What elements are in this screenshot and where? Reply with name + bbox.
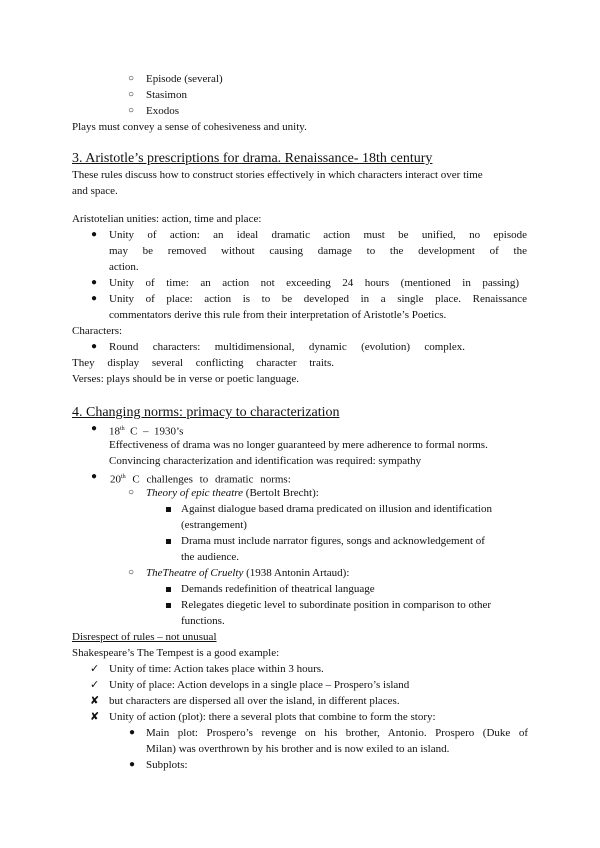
century-18-text: Effectiveness of drama was no longer guaranteed by mere adherence to formal norms. [109,439,488,451]
unity-action: Unity of action: an ideal dramatic action must be unified, no episode [109,229,527,241]
century-20-suffix: th [121,474,126,480]
square-bullet-icon [166,539,171,544]
bullet-icon: ● [91,277,98,288]
character-traits: They display several conflicting character traits. [72,357,334,369]
cross-icon: ✘ [90,711,100,723]
century-18-number: 18 [109,425,120,438]
cruelty-point: Relegates diegetic level to subordinate position in comparison to other [181,599,492,611]
cruelty-title: TheTheatre of Cruelty [146,567,244,579]
epic-theatre-title: Theory of epic theatre [146,487,244,499]
bullet-icon: ● [91,471,98,482]
circle-bullet-icon: ○ [128,89,135,100]
section-3-intro-cont: and space. [72,185,118,197]
unity-place-cont: commentators derive this rule from their interpretation of Aristotle’s Poetics. [109,309,447,321]
bullet-icon: ● [91,341,98,352]
cruelty-point-cont: functions. [181,615,225,627]
cruelty-point: Demands redefinition of theatrical language [181,583,375,595]
bullet-icon: ● [91,423,98,434]
round-characters: Round characters: multidimensional, dynamic (evolution) complex. [109,341,465,353]
square-bullet-icon [166,587,171,592]
list-item: Episode (several) [146,73,223,85]
verses-line: Verses: plays should be in verse or poetic language. [72,373,299,385]
bullet-icon: ● [129,759,136,770]
century-18-label [109,422,183,439]
bullet-icon: ● [129,727,136,738]
tempest-action: Unity of action (plot): there a several plots that combine to form the story: [109,711,436,723]
epic-point: Against dialogue based drama predicated on illusion and identification [181,503,492,515]
century-20-label [110,470,291,487]
century-20-number: 20 [110,473,121,486]
century-18-text-cont: Convincing characterization and identification was required: sympathy [109,455,422,467]
square-bullet-icon [166,603,171,608]
check-icon: ✓ [90,679,100,691]
circle-bullet-icon: ○ [128,567,135,578]
cross-icon: ✘ [90,695,100,707]
tempest-dispersed: but characters are dispersed all over the island, in different places. [109,695,400,707]
circle-bullet-icon: ○ [128,487,135,498]
tempest-time: Unity of time: Action takes place within 3 hours. [109,663,324,675]
characters-label: Characters: [72,325,123,337]
tempest-example: Shakespeare’s The Tempest is a good example: [72,647,280,659]
cruelty-author: (1938 Antonin Artaud): [243,567,350,579]
bullet-icon: ● [91,293,98,304]
square-bullet-icon [166,507,171,512]
epic-point: Drama must include narrator figures, songs and acknowledgement of [181,535,485,547]
century-20-text: C challenges to dramatic norms: [125,473,291,486]
epic-theatre-item [146,486,319,500]
cohesion-line: Plays must convey a sense of cohesiveness and unity. [72,121,307,133]
list-item: Stasimon [146,89,187,101]
theatre-of-cruelty-item [146,566,349,580]
main-plot: Main plot: Prospero’s revenge on his brother, Antonio. Prospero (Duke of [146,727,528,739]
main-plot-cont: Milan) was overthrown by his brother and is now exiled to an island. [146,743,450,755]
circle-bullet-icon: ○ [128,105,135,116]
check-icon: ✓ [90,663,100,675]
tempest-place: Unity of place: Action develops in a single place – Prospero’s island [109,679,410,691]
century-18-range: C – 1930’s [124,425,184,438]
circle-bullet-icon: ○ [128,73,135,84]
century-18-suffix: th [120,426,125,432]
unity-action-cont: may be removed without causing damage to the development of the [109,245,527,257]
epic-point-cont: (estrangement) [181,519,247,531]
unity-place: Unity of place: action is to be developed in a single place. Renaissance [109,293,527,305]
section-3-intro: These rules discuss how to construct stories effectively in which characters interact over time [72,169,483,181]
unities-label: Aristotelian unities: action, time and place: [72,213,262,225]
list-item: Exodos [146,105,179,117]
disrespect-heading: Disrespect of rules – not unusual [72,631,217,643]
unity-time: Unity of time: an action not exceeding 24 hours (mentioned in passing) [109,277,519,289]
section-3-heading: 3. Aristotle’s prescriptions for drama. Renaissance- 18th century [72,151,433,166]
epic-theatre-author: (Bertolt Brecht): [243,487,319,499]
bullet-icon: ● [91,229,98,240]
unity-action-end: action. [109,261,139,273]
epic-point-cont: the audience. [181,551,240,563]
section-4-heading: 4. Changing norms: primacy to characterization [72,405,340,420]
subplots: Subplots: [146,759,188,771]
